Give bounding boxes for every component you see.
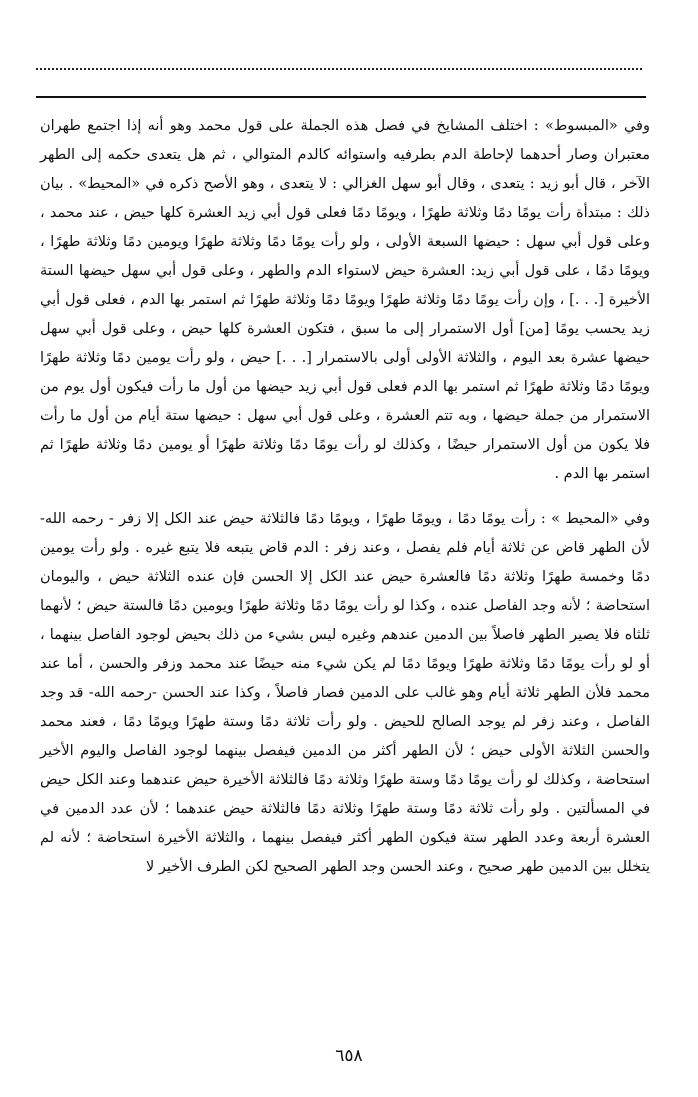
page-number: ٦٥٨ [335,1046,363,1066]
header-dotted-line [36,68,642,70]
header-rule [36,96,646,98]
body-text [40,112,650,882]
paragraph-muhit: وفي «المحيط » : رأت يومًا دمًا ، ويومًا طهرًا ، ويومًا دمًا فالثلاثة حيض عند الكل إلا زفر - رحمه الله- لأن الطهر قاض عن ثلاثة أيام فلم يفصل ، وعند زفر : الدم قاض يتبعه فلا يتبع غيره . ولو رأت يومين دمًا وخمسة طهرًا وثلاثة دمًا فالعشرة حيض عند الكل إلا الحسن فإن عنده الثلاثة حيض ، واليومان استحاضة ؛ لأنه وجد الفاصل عنده ، وكذا لو رأت يومًا دمًا وثلاثة طهرًا ويومين دمًا فالستة حيض ؛ لأنهما ثلثاه فلا يصير الطهر فاصلاً بين الدمين عندهم وغيره ليس بشيء من ذلك بحيض لوجود الفاصل بينهما ، أو لو رأت يومًا دمًا وثلاثة طهرًا ويومًا دمًا لم يكن شيء منه حيضًا عند محمد وزفر والحسن ، أما عند محمد فلأن الطهر ثلاثة أيام وهو غالب على الدمين فصار فاصلاً ، وكذا عند الحسن -رحمه الله- قد وجد الفاصل ، وعند زفر لم يوجد الصالح للحيض . ولو رأت ثلاثة دمًا وستة طهرًا ويومًا دمًا ، فعند محمد والحسن الثلاثة الأولى حيض ؛ لأن الطهر أكثر من الدمين فيفصل بينهما لوجود الفاصل واليوم الأخير استحاضة ، وكذلك لو رأت يومًا دمًا وستة طهرًا وثلاثة دمًا فالثلاثة الأخيرة حيض عندهما وعند الكل حيض في المسألتين . ولو رأت ثلاثة دمًا وستة طهرًا وثلاثة دمًا فالثلاثة حيض عندهما ؛ لأن عدد الدمين في العشرة أربعة وعدد الطهر ستة فيكون الطهر أكثر فيفصل بينهما ، والثلاثة الأخيرة استحاضة ؛ لأنه لم يتخلل بين الدمين طهر صحيح ، وعند الحسن وجد الطهر الصحيح لكن الطرف الأخير لا [40,511,650,875]
paragraph-mabsut: وفي «المبسوط» : اختلف المشايخ في فصل هذه الجملة على قول محمد وهو أنه إذا اجتمع طهران معتبران وصار أحدهما لإحاطة الدم بطرفيه واستوائه كالدم المتوالي ، ثم هل يتعدى حكمه إلى الطهر الآخر ، قال أبو زيد : يتعدى ، وقال أبو سهل الغزالي : لا يتعدى ، وهو الأصح ذكره في «المحيط» . بيان ذلك : مبتدأة رأت يومًا دمًا وثلاثة طهرًا ، ويومًا دمًا فعلى قول أبي زيد العشرة كلها حيض ، عند محمد ، وعلى قول أبي سهل : حيضها السبعة الأولى ، ولو رأت يومًا دمًا وثلاثة طهرًا ويومين دمًا وثلاثة طهرًا ، ويومًا دمًا ، على قول أبي زيد: العشرة حيض لاستواء الدم والطهر ، وعلى قول أبي سهل حيضها الستة الأخيرة [. . .] ، وإن رأت يومًا دمًا وثلاثة طهرًا ويومًا دمًا وثلاثة طهرًا ثم استمر بها الدم ، فعلى قول أبي زيد يحسب يومًا [من] أول الاستمرار إلى ما سبق ، فتكون العشرة كلها حيض ، وعلى قول أبي سهل حيضها عشرة بعد اليوم ، والثلاثة الأولى أولى بالاستمرار [. . .] حيض ، ولو رأت يومين دمًا وثلاثة طهرًا ويومًا دمًا وثلاثة طهرًا ثم استمر بها الدم فعلى قول أبي زيد حيضها من أول ما رأت فيكون أول يوم من الاستمرار من جملة حيضها ، وبه تتم العشرة ، وعلى قول أبي سهل : حيضها ستة أيام من أول ما رأت فلا يكون من أول الاستمرار حيضًا ، وكذلك لو رأت يومًا دمًا وثلاثة طهرًا أو يومين دمًا وثلاثة طهرًا ثم استمر بها الدم . [40,118,651,482]
